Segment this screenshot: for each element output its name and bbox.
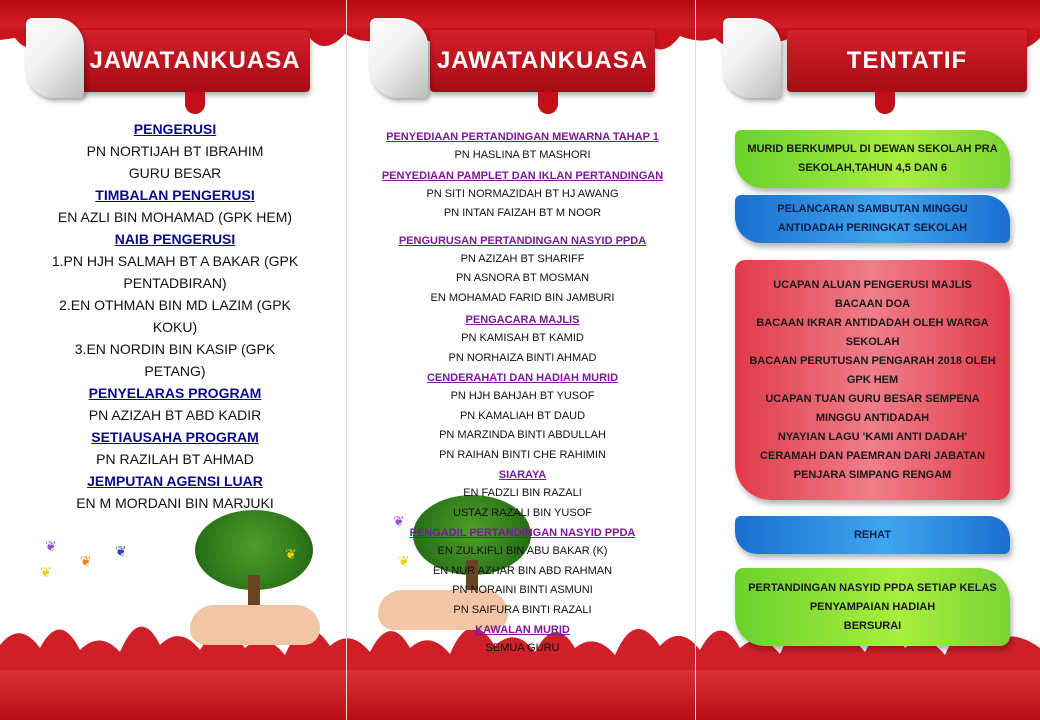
member-name: PN MARZINDA BINTI ABDULLAH xyxy=(439,429,606,441)
schedule-text: BACAAN IKRAR ANTIDADAH OLEH WARGA xyxy=(756,316,989,329)
panel-title: JAWATANKUASA xyxy=(89,47,301,74)
member-name: KOKU) xyxy=(152,319,198,335)
member-name: PN INTAN FAIZAH BT M NOOR xyxy=(443,207,602,219)
title-banner xyxy=(80,30,310,92)
schedule-item-assembly xyxy=(735,130,1010,188)
member-name: PN AZIZAH BT ABD KADIR xyxy=(88,407,262,423)
schedule-item-launch xyxy=(735,195,1010,243)
schedule-text: UCAPAN ALUAN PENGERUSI MAJLIS xyxy=(773,278,972,291)
butterfly-icon: ❦ xyxy=(40,565,52,581)
butterfly-icon: ❦ xyxy=(285,547,297,563)
role-heading: PENYEDIAAN PAMPLET DAN IKLAN PERTANDINGAN xyxy=(381,169,664,182)
member-name: EN FADZLI BIN RAZALI xyxy=(463,487,582,499)
role-heading: PENGERUSI xyxy=(133,121,217,137)
role-heading: NAIB PENGERUSI xyxy=(114,231,236,247)
member-name: PN KAMISAH BT KAMID xyxy=(461,332,584,344)
hands-shape xyxy=(190,605,320,645)
schedule-text: BERSURAI xyxy=(843,619,902,632)
schedule-item-ceremony xyxy=(735,260,1010,500)
blood-drip-icon xyxy=(185,92,205,114)
member-name: PETANG) xyxy=(144,363,206,379)
panel-title: TENTATIF xyxy=(846,47,968,74)
schedule-text: REHAT xyxy=(853,528,892,541)
schedule-text: NYAYIAN LAGU 'KAMI ANTI DADAH' xyxy=(777,430,968,443)
schedule-text: BACAAN PERUTUSAN PENGARAH 2018 OLEH xyxy=(749,354,996,367)
butterfly-icon: ❦ xyxy=(398,554,410,570)
member-name: PN AZIZAH BT SHARIFF xyxy=(460,252,585,265)
butterfly-icon: ❦ xyxy=(80,554,92,570)
butterfly-icon: ❦ xyxy=(45,539,57,555)
butterfly-icon: ❦ xyxy=(393,514,405,530)
fold-line-2 xyxy=(695,0,696,720)
panel-title: JAWATANKUASA xyxy=(436,47,649,74)
member-name: 3.EN NORDIN BIN KASIP (GPK xyxy=(74,341,276,357)
paper-curl-icon xyxy=(370,18,428,98)
blood-drip-icon xyxy=(538,92,558,114)
role-heading: PENYELARAS PROGRAM xyxy=(88,385,262,401)
schedule-text: MINGGU ANTIDADAH xyxy=(815,411,930,424)
committee-list-left xyxy=(40,118,310,514)
panel-jawatankuasa-left xyxy=(0,0,346,720)
member-name: EN ZULKIFLI BIN ABU BAKAR (K) xyxy=(437,545,608,557)
member-name: EN NUR AZHAR BIN ABD RAHMAN xyxy=(432,564,613,577)
member-name: EN AZLI BIN MOHAMAD (GPK HEM) xyxy=(57,209,293,225)
member-name: PN ASNORA BT MOSMAN xyxy=(455,272,590,284)
paper-curl-icon xyxy=(26,18,84,98)
member-name: PN SAIFURA BINTI RAZALI xyxy=(453,603,592,616)
title-banner xyxy=(787,30,1027,92)
title-banner xyxy=(430,30,655,92)
role-heading: KAWALAN MURID xyxy=(475,624,570,636)
member-name: EN MOHAMAD FARID BIN JAMBURI xyxy=(430,291,615,304)
role-heading: PENGADIL PERTANDINGAN NASYID PPDA xyxy=(409,527,636,539)
role-heading: SIARAYA xyxy=(498,469,547,481)
role-heading: TIMBALAN PENGERUSI xyxy=(95,187,255,203)
role-heading: PENYEDIAAN PERTANDINGAN MEWARNA TAHAP 1 xyxy=(386,131,659,143)
paper-curl-icon xyxy=(723,18,781,98)
member-name: PN NORAINI BINTI ASMUNI xyxy=(452,584,593,596)
schedule-text: CERAMAH DAN PAEMRAN DARI JABATAN xyxy=(760,449,985,462)
schedule-text: PELANCARAN SAMBUTAN MINGGU xyxy=(777,203,968,215)
member-name: EN M MORDANI BIN MARJUKI xyxy=(76,495,274,511)
schedule-text: SEKOLAH xyxy=(845,335,900,348)
fold-line-1 xyxy=(346,0,347,720)
schedule-text: BACAAN DOA xyxy=(834,297,911,310)
butterfly-icon: ❦ xyxy=(115,544,127,560)
member-name: PN RAIHAN BINTI CHE RAHIMIN xyxy=(439,448,606,461)
member-name: PN RAZILAH BT AHMAD xyxy=(96,451,254,467)
role-heading: CENDERAHATI DAN HADIAH MURID xyxy=(426,372,619,384)
member-name: PN SITI NORMAZIDAH BT HJ AWANG xyxy=(426,187,619,200)
schedule-text: UCAPAN TUAN GURU BESAR SEMPENA xyxy=(765,392,980,405)
schedule-text: PENYAMPAIAN HADIAH xyxy=(809,600,936,613)
schedule-item-closing xyxy=(735,568,1010,646)
schedule-item-break xyxy=(735,516,1010,554)
schedule-text: PENJARA SIMPANG RENGAM xyxy=(793,468,952,481)
member-name: PN NORHAIZA BINTI AHMAD xyxy=(448,351,597,364)
member-name: GURU BESAR xyxy=(128,165,222,181)
blood-drip-icon xyxy=(875,92,895,114)
role-heading: PENGACARA MAJLIS xyxy=(465,314,580,326)
schedule-text: SEKOLAH,TAHUN 4,5 DAN 6 xyxy=(798,162,947,174)
member-name: PENTADBIRAN) xyxy=(123,275,227,291)
schedule-text: GPK HEM xyxy=(846,373,899,386)
schedule-text: MURID BERKUMPUL DI DEWAN SEKOLAH PRA xyxy=(747,143,998,155)
committee-list-middle xyxy=(360,127,685,659)
tree-in-hands-icon xyxy=(180,510,330,645)
member-name: PN HJH BAHJAH BT YUSOF xyxy=(450,390,595,402)
role-heading: JEMPUTAN AGENSI LUAR xyxy=(87,473,263,489)
member-name: 2.EN OTHMAN BIN MD LAZIM (GPK xyxy=(59,297,291,313)
member-name: PN KAMALIAH BT DAUD xyxy=(459,409,586,422)
member-name: SEMUA GURU xyxy=(485,642,560,654)
schedule-text: PERTANDINGAN NASYID PPDA SETIAP KELAS xyxy=(748,581,997,594)
role-heading: SETIAUSAHA PROGRAM xyxy=(91,429,259,445)
member-name: PN NORTIJAH BT IBRAHIM xyxy=(86,143,264,159)
schedule-text: ANTIDADAH PERINGKAT SEKOLAH xyxy=(777,222,968,234)
member-name: USTAZ RAZALI BIN YUSOF xyxy=(453,506,592,519)
member-name: PN HASLINA BT MASHORI xyxy=(454,149,591,161)
role-heading: PENGURUSAN PERTANDINGAN NASYID PPDA xyxy=(398,234,647,247)
member-name: 1.PN HJH SALMAH BT A BAKAR (GPK xyxy=(51,253,299,269)
